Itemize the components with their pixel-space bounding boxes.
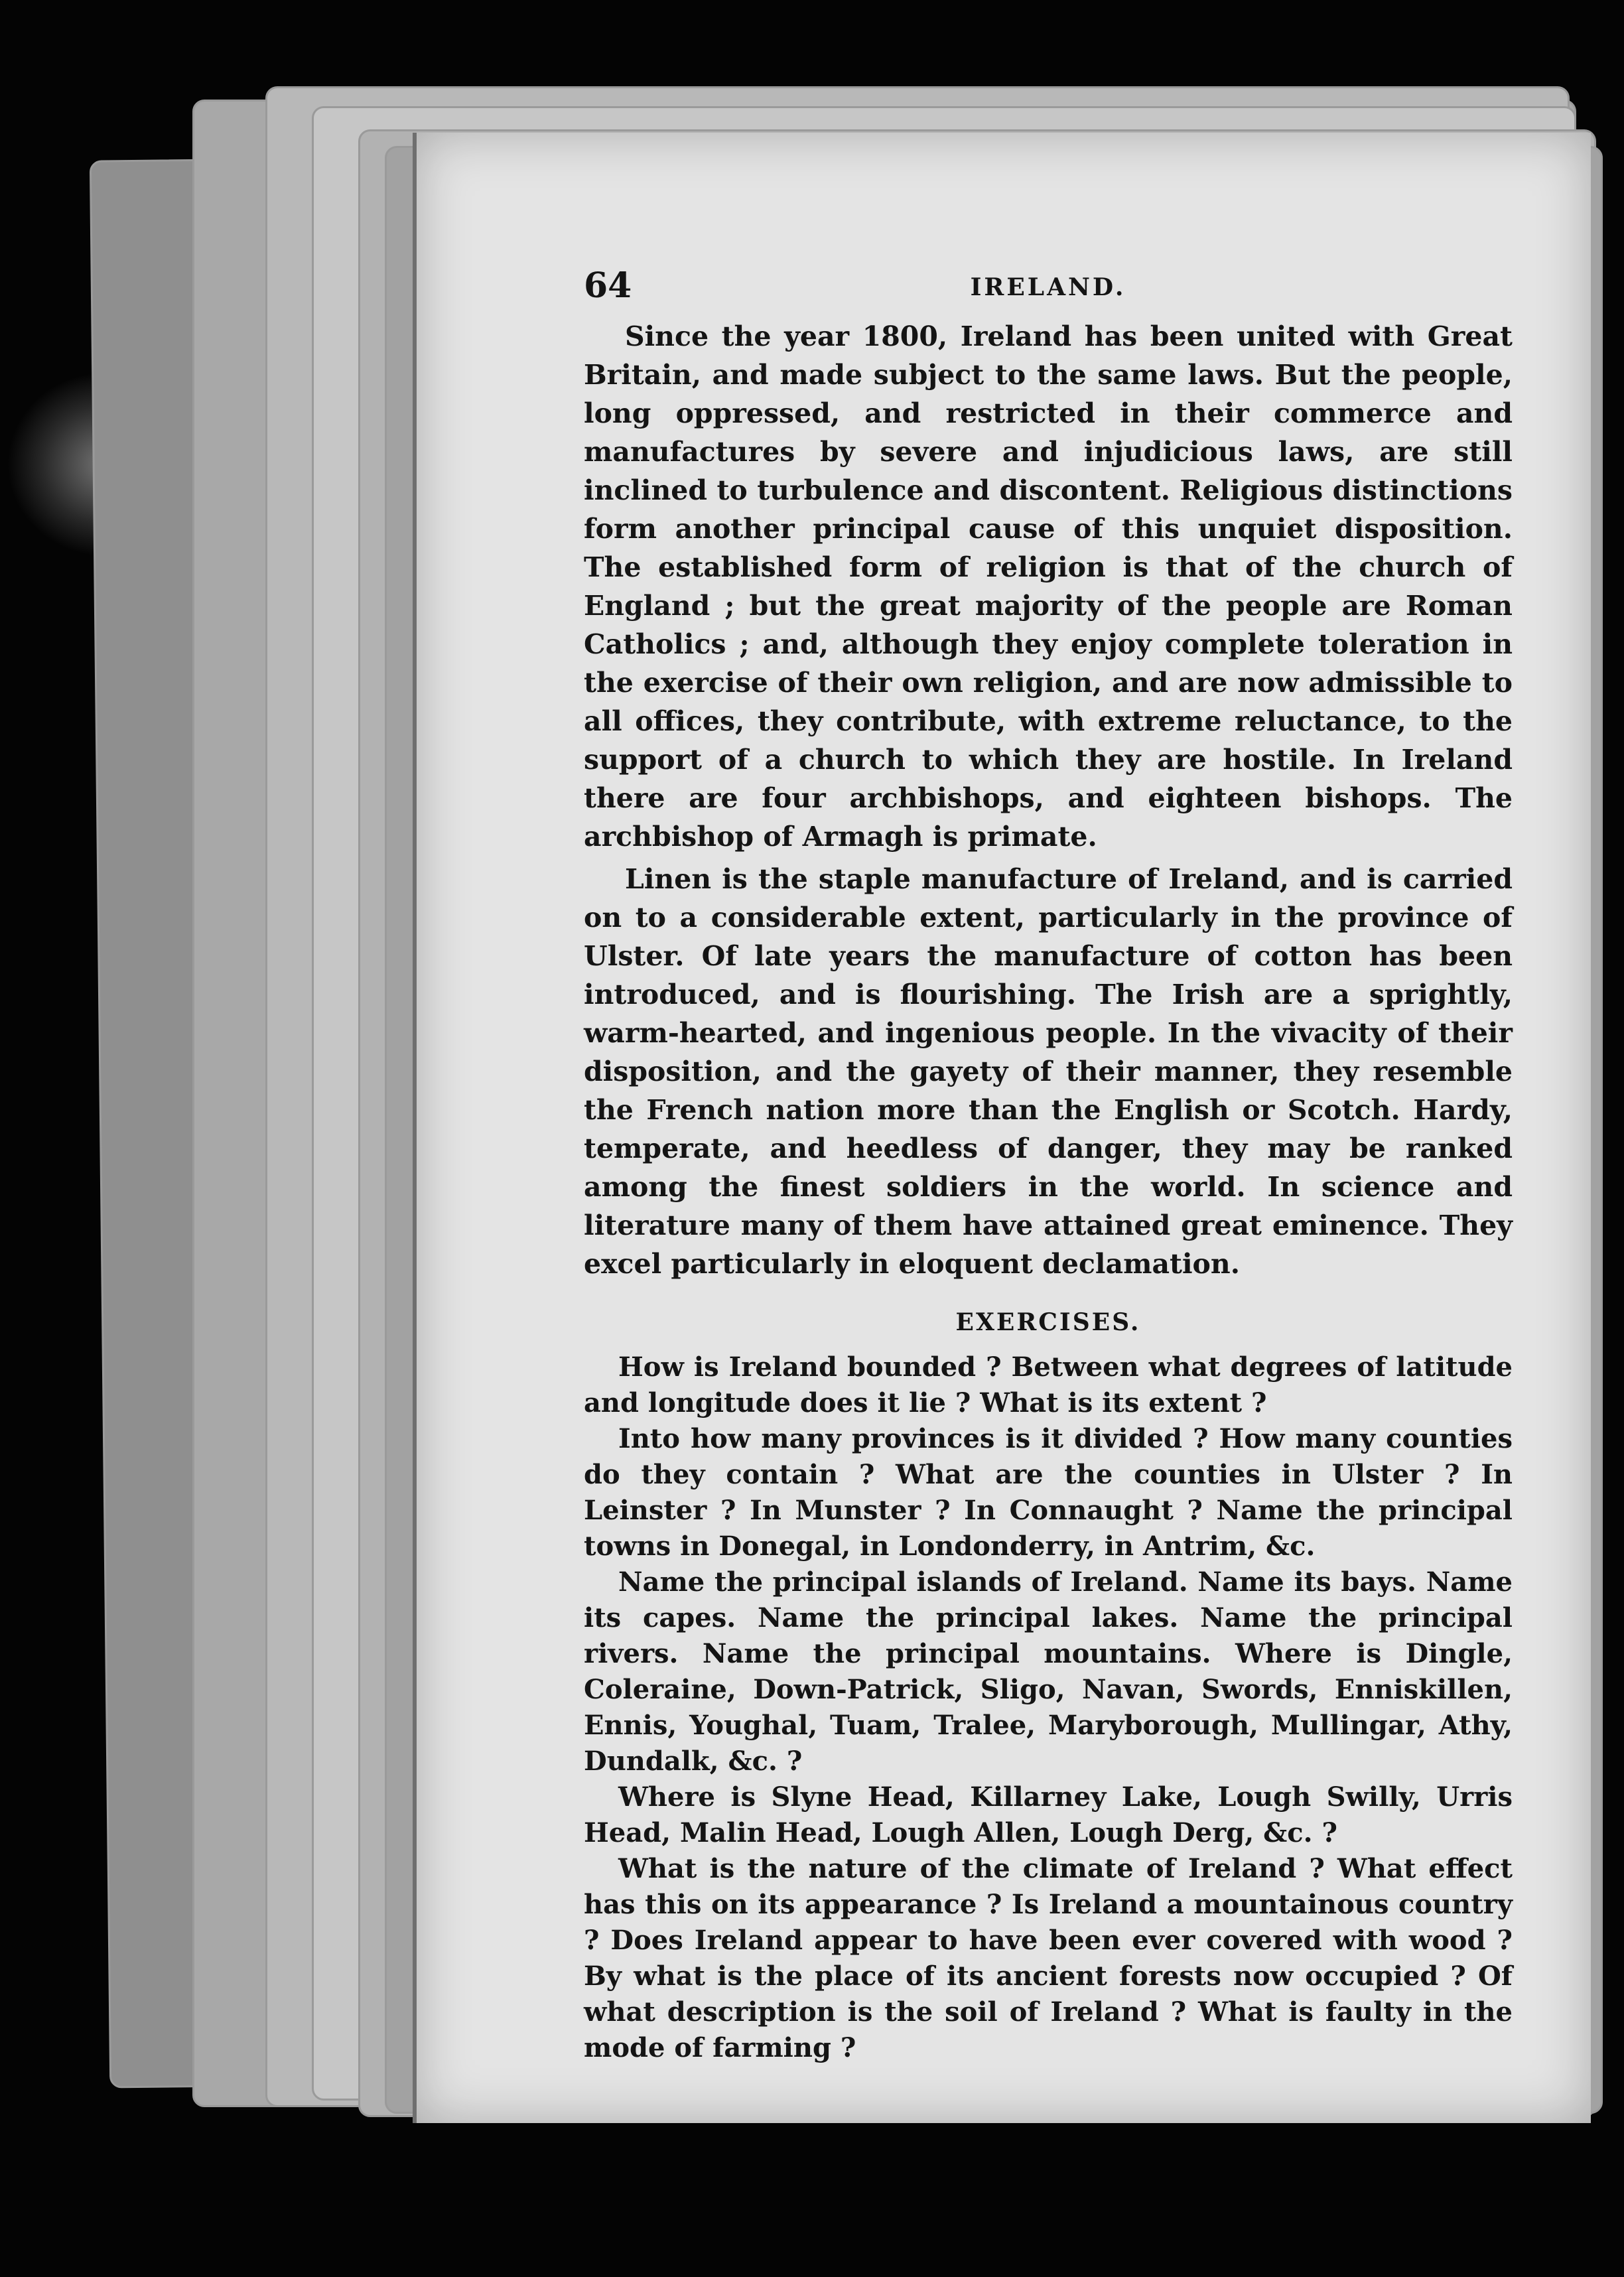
book-page — [413, 133, 1591, 2123]
exercise-question: Into how many provinces is it divided ? How many counties do they contain ? What are the counties in Ulster ? In Leinster ? In Munster ? In Connaught ? Name the principal towns in Donegal, in Londonderry, in Antrim, &c. — [584, 1423, 1513, 1562]
page-text — [584, 265, 1513, 2066]
exercise-question: Where is Slyne Head, Killarney Lake, Lough Swilly, Urris Head, Malin Head, Lough Allen, Lough Derg, &c. ? — [584, 1781, 1513, 1848]
body-paragraph: Since the year 1800, Ireland has been united with Great Britain, and made subject to the same laws. But the people, long oppressed, and restricted in their commerce and manufactures by severe and injudicious laws, are still inclined to turbulence and discontent. Religious distinctions form another principal cause of this unquiet disposition. The established form of religion is that of the church of England ; but the great majority of the people are Roman Catholics ; and, although they enjoy complete toleration in the exercise of their own religion, and are now admissible to all offices, they contribute, with extreme reluctance, to the support of a church to which they are hostile. In Ireland there are four archbishops, and eighteen bishops. The archbishop of Armagh is primate. — [584, 320, 1513, 853]
exercise-question: What is the nature of the climate of Ireland ? What effect has this on its appearance ? Is Ireland a mountainous country ? Does Ireland appear to have been ever covered with wood ? By what is the place of its ancient forests now occupied ? Of what description is the soil of Ireland ? What is faulty in the mode of farming ? — [584, 1853, 1513, 2063]
exercise-question: Name the principal islands of Ireland. Name its bays. Name its capes. Name the principal lakes. Name the principal rivers. Name the principal mountains. Where is Dingle, Coleraine, Down-Patrick, Sligo, Navan, Swords, Enniskillen, Ennis, Youghal, Tuam, Tralee, Maryborough, Mullingar, Athy, Dundalk, &c. ? — [584, 1566, 1513, 1777]
exercise-question: How is Ireland bounded ? Between what degrees of latitude and longitude does it lie ? What is its extent ? — [584, 1351, 1513, 1418]
page-number: 64 — [584, 265, 632, 306]
running-head: IRELAND. — [970, 273, 1126, 301]
exercises-heading: EXERCISES. — [955, 1308, 1141, 1336]
body-paragraph: Linen is the staple manufacture of Ireland, and is carried on to a considerable extent, particularly in the province of Ulster. Of late years the manufacture of cotton has been introduced, and is flourishing. The Irish are a sprightly, warm-hearted, and ingenious people. In the vivacity of their disposition, and the gayety of their manner, they resemble the French nation more than the English or Scotch. Hardy, temperate, and heedless of danger, they may be ranked among the finest soldiers in the world. In science and literature many of them have attained great eminence. They excel particularly in eloquent declamation. — [584, 863, 1513, 1280]
page-header — [584, 265, 1513, 312]
